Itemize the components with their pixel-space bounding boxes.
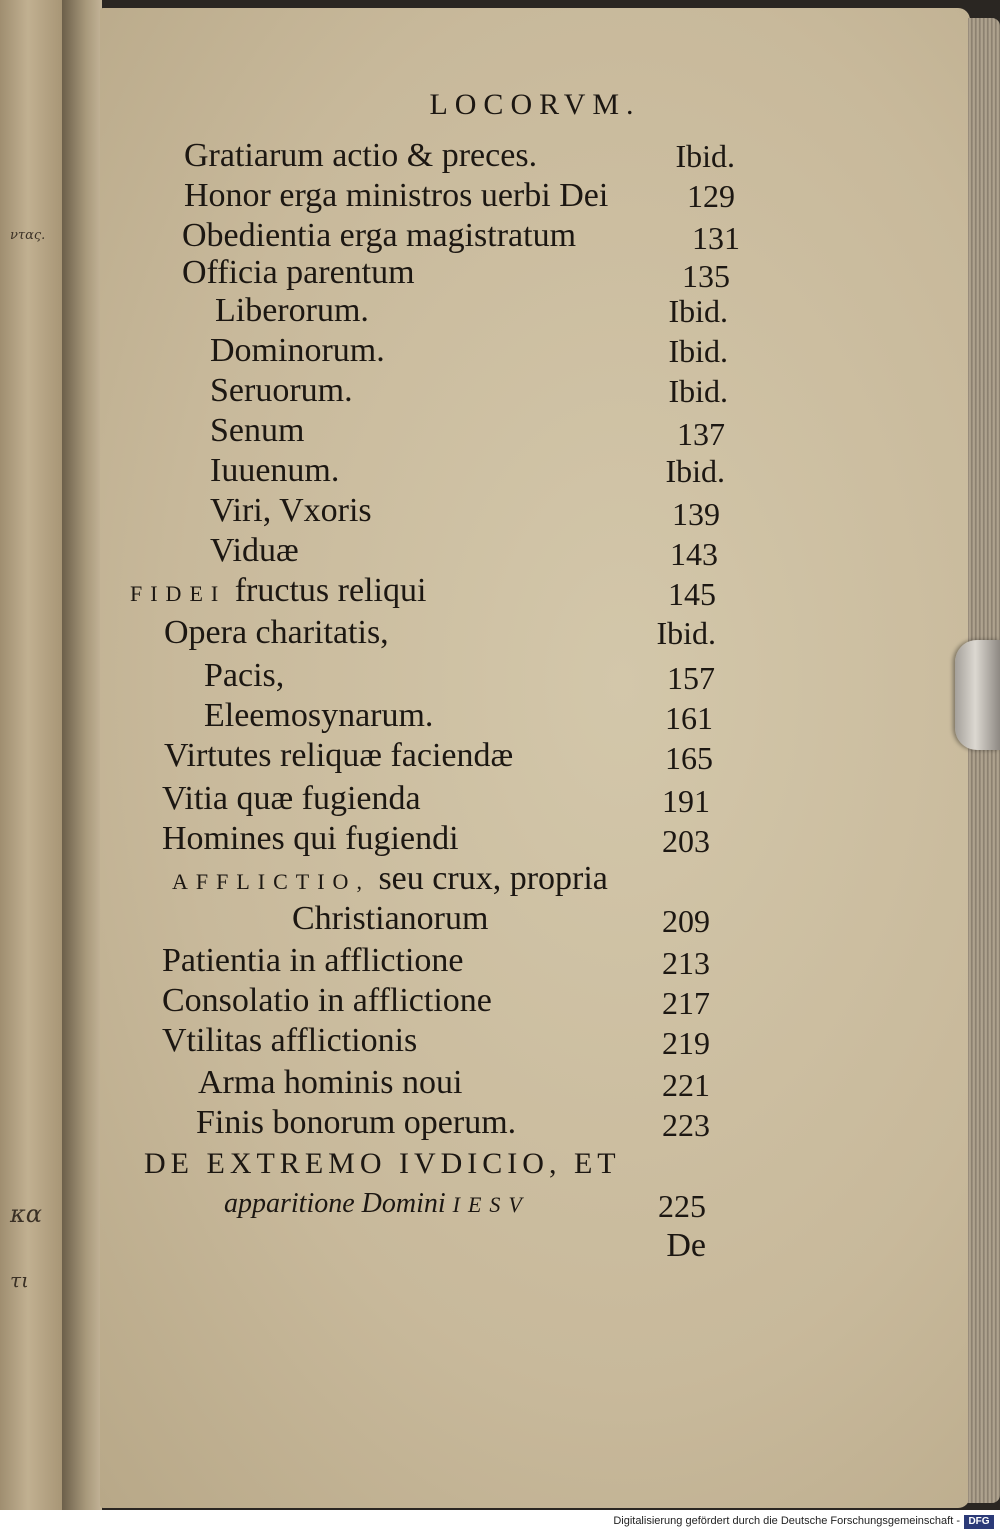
index-entry-page: Ibid. — [668, 373, 728, 409]
index-entry-label: Viri, Vxoris — [210, 492, 372, 529]
index-entry-label: Virtutes reliquæ faciendæ — [164, 737, 514, 774]
index-entry-page: Ibid. — [665, 453, 725, 489]
dfg-logo: DFG — [964, 1515, 994, 1529]
index-entry-label-text: fructus reliqui — [234, 572, 427, 609]
catchword: De — [666, 1227, 706, 1264]
index-entry-label: Iuuenum. — [210, 452, 340, 489]
index-entry-page: 209 — [662, 903, 710, 939]
running-header: LOCORVM. — [429, 88, 641, 121]
index-entry-page: 131 — [692, 220, 740, 256]
small-caps-term: IESV — [452, 1192, 530, 1217]
book-gutter — [62, 0, 102, 1510]
index-entry-page: 213 — [662, 945, 710, 981]
left-page-fragment: κα — [10, 1200, 42, 1228]
index-entry-label: Vtilitas afflictionis — [162, 1022, 418, 1059]
index-entry-label: DE EXTREMO IVDICIO, ET — [144, 1147, 621, 1180]
index-entry-page: 161 — [665, 700, 713, 736]
index-entry-label: Patientia in afflictione — [162, 942, 464, 979]
index-entry-page: 203 — [662, 823, 710, 859]
index-entry-page: 145 — [668, 576, 716, 612]
index-entry-page: 139 — [672, 496, 720, 532]
index-entry-page: Ibid. — [675, 138, 735, 174]
index-entry-label — [172, 859, 608, 902]
index-entry-label: Finis bonorum operum. — [196, 1104, 517, 1141]
index-entry-page: 191 — [662, 783, 710, 819]
footer-bar — [0, 1510, 1000, 1535]
index-entry-page: 135 — [682, 258, 730, 294]
index-entry-label — [224, 1184, 530, 1225]
index-entry-label: Liberorum. — [215, 292, 369, 329]
index-entry-label: Vitia quæ fugienda — [162, 780, 421, 817]
index-entry-label: Gratiarum actio & preces. — [184, 137, 538, 174]
index-entry-page: 217 — [662, 985, 710, 1021]
index-entry-label: Opera charitatis, — [164, 614, 389, 651]
index-entry-page: 225 — [658, 1188, 706, 1224]
index-entry-page: 165 — [665, 740, 713, 776]
index-entry-page: 143 — [670, 536, 718, 572]
index-entry-label: Arma hominis noui — [198, 1064, 463, 1101]
index-entry-page: 157 — [667, 660, 715, 696]
index-entry-page: 223 — [662, 1107, 710, 1143]
left-page-fragment: τι — [10, 1268, 29, 1292]
left-page-fragment: ντας. — [10, 228, 46, 243]
footer-credit: Digitalisierung gefördert durch die Deutsche Forschungsgemeinschaft - — [613, 1515, 960, 1527]
index-entry-label: Homines qui fugiendi — [162, 820, 459, 857]
index-entry-label-text: seu crux, propria — [378, 860, 608, 897]
index-entry-page: 137 — [677, 416, 725, 452]
index-content — [100, 8, 970, 1508]
index-entry-page: Ibid. — [656, 615, 716, 651]
index-entry-label: Officia parentum — [182, 254, 415, 291]
index-entry-label: Obedientia erga magistratum — [182, 217, 577, 254]
index-entry-label: Viduæ — [210, 532, 299, 569]
index-entry-label: Seruorum. — [210, 372, 353, 409]
index-entry-page: 219 — [662, 1025, 710, 1061]
index-entry-label: Pacis, — [204, 657, 285, 694]
index-entry-page: 129 — [687, 178, 735, 214]
index-entry-label — [130, 571, 426, 614]
index-entry-label: Christianorum — [292, 900, 489, 937]
index-entry-label: Eleemosynarum. — [204, 697, 434, 734]
index-entry-label: Consolatio in afflictione — [162, 982, 492, 1019]
index-entry-label: Honor erga ministros uerbi Dei — [184, 177, 609, 214]
small-caps-term: AFFLICTIO, — [172, 869, 370, 894]
page-fore-edge — [968, 18, 1000, 1503]
index-entry-page: Ibid. — [668, 293, 728, 329]
left-page-edge — [0, 0, 64, 1510]
index-entry-label-text: apparitione Domini — [224, 1188, 446, 1219]
index-entry-label: Senum — [210, 412, 305, 449]
index-entry-label: Dominorum. — [210, 332, 385, 369]
small-caps-term: FIDEI — [130, 581, 227, 606]
index-entry-page: 221 — [662, 1067, 710, 1103]
index-entry-page: Ibid. — [668, 333, 728, 369]
